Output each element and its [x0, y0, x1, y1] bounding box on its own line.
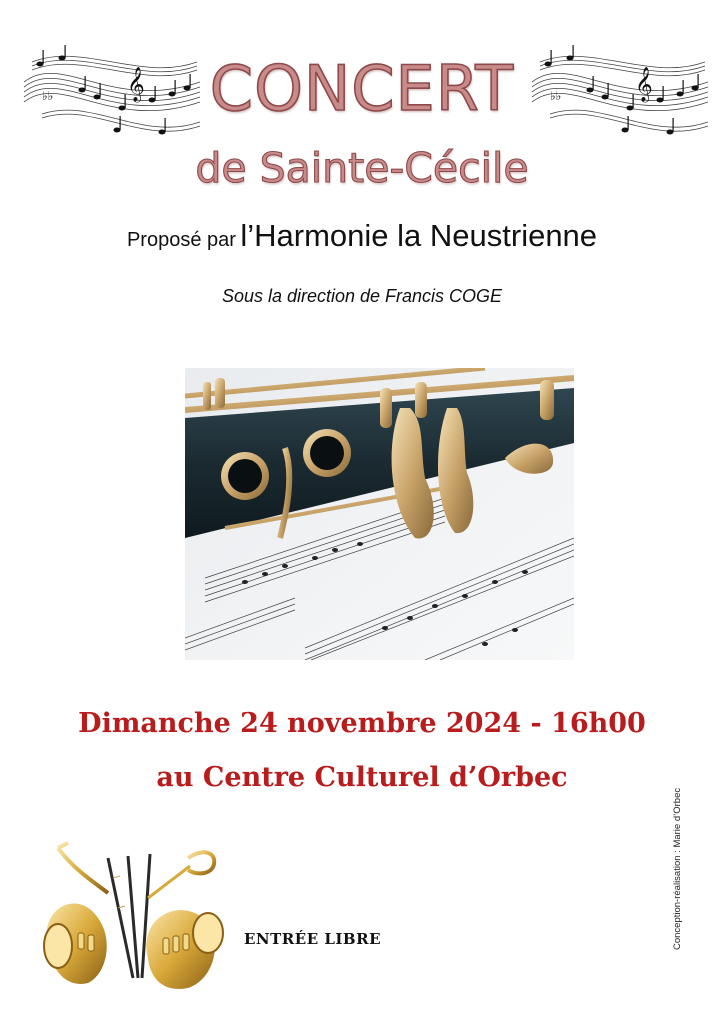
svg-text:♭♭: ♭♭ — [42, 89, 54, 103]
svg-text:𝄞: 𝄞 — [635, 67, 653, 102]
proposed-prefix: Proposé par — [126, 229, 236, 251]
poster-subtitle: de Sainte-Cécile — [195, 144, 529, 192]
proposed-by-line — [0, 218, 724, 254]
clarinet-photo — [185, 368, 574, 660]
svg-text:♭♭: ♭♭ — [550, 89, 562, 103]
ensemble-name: l’Harmonie la Neustrienne — [240, 218, 598, 253]
event-venue: au Centre Culturel d’Orbec — [156, 762, 568, 793]
entry-info: ENTRÉE LIBRE — [244, 930, 382, 948]
poster-title: CONCERT — [209, 52, 515, 125]
event-date: Dimanche 24 novembre 2024 - 16h00 — [78, 708, 646, 739]
direction-line: Sous la direction de Francis COGE — [221, 286, 503, 306]
svg-text:𝄞: 𝄞 — [127, 67, 145, 102]
brass-instruments-icon — [38, 838, 228, 998]
credit-container — [660, 760, 690, 950]
design-credit: Conception-réalisation : Marie d’Orbec — [672, 787, 683, 950]
